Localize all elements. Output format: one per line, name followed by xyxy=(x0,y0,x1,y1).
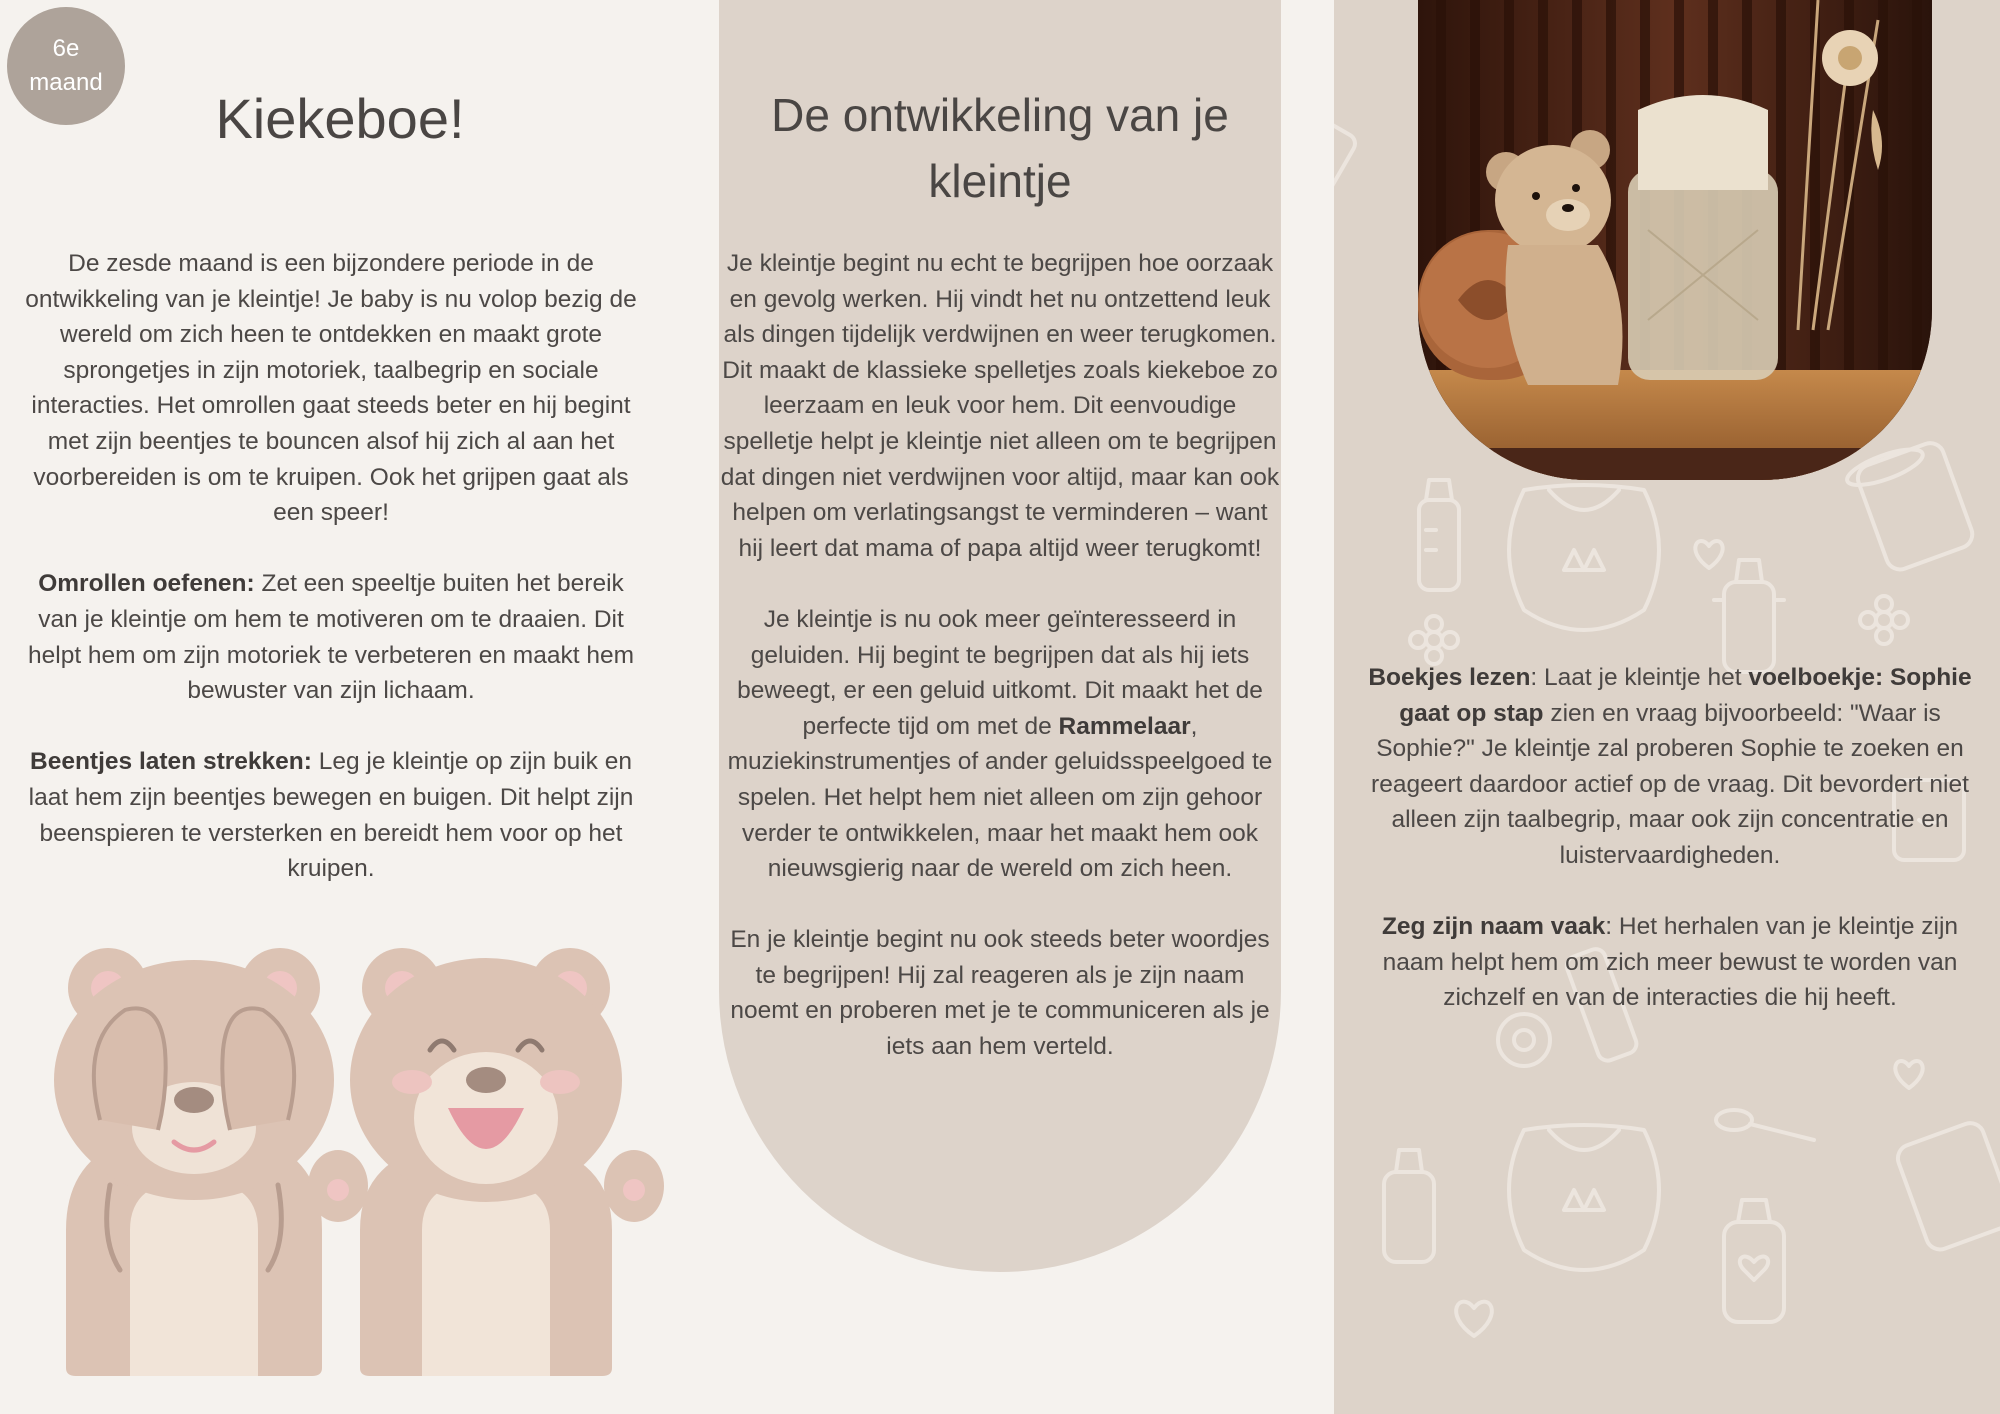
peekaboo-bears-illustration xyxy=(40,940,730,1380)
rammelaar-product-name: Rammelaar xyxy=(1058,712,1191,740)
flower-icon xyxy=(1410,616,1458,664)
left-tip-roll-label: Omrollen oefenen: xyxy=(38,570,255,598)
storage-jar-icon xyxy=(1628,95,1778,380)
right-tip-books-mid: : Laat je kleintje het xyxy=(1530,664,1749,691)
left-intro: De zesde maand is een bijzondere periode in de ontwikkeling van je kleintje! Je baby is nu volop bezig de wereld om zich heen te ontdekken en maakt grote sprongetjes in zijn motoriek, taalbegrip en sociale interacties. Het omrollen gaat steeds beter en hij begint met zijn beentjes te bouncen alsof hij zich al aan het voorbereiden is om te kruipen. Ook het grijpen gaat als een speer! xyxy=(25,250,637,527)
baby-bottle-icon xyxy=(1419,480,1459,590)
left-column-text xyxy=(20,246,642,922)
middle-paragraph-1: Je kleintje begint nu echt te begrijpen hoe oorzaak en gevolg werken. Hij vindt het nu ontzettend leuk als dingen tijdelijk verdwijnen en weer terugkomen. Dit maakt de klassieke spelletjes zoals kiekeboe zo leerzaam en leuk voor hem. Dit eenvoudige spelletje helpt je kleintje niet alleen om te begrijpen dat dingen niet verdwijnen voor altijd, maar kan ook helpen om verlatingsangst te verminderen – want hij leert dat mama of papa altijd weer terugkomt! xyxy=(720,250,1280,562)
bear-covering-eyes-icon xyxy=(54,948,334,1376)
product-photo xyxy=(1418,0,1932,480)
middle-p2-after: , muziekinstrumentjes of ander geluidsspeelgoed te spelen. Het helpt hem niet alleen om zijn gehoor verder te ontwikkelen, maar het maakt hem ook nieuwsgierig naar de wereld om zich heen. xyxy=(727,712,1273,883)
heart-icon-3 xyxy=(1895,1061,1922,1088)
book-product-name: voelboekje: Sophie gaat op stap xyxy=(1399,664,1972,727)
middle-p2-before: Je kleintje is nu ook meer geïnteresseerd in geluiden. Hij begint te begrijpen dat als hij iets beweegt, er een geluid uitkomt. Dit maakt het de perfecte tijd om met de xyxy=(737,605,1263,740)
left-tip-legs-label: Beentjes laten strekken: xyxy=(30,748,312,776)
right-tip-name-text: : Het herhalen van je kleintje zijn naam helpt hem om zich meer bewust te worden van zichzelf en van de interacties die hij heeft. xyxy=(1382,913,1959,1012)
bottle-icon-left-edge xyxy=(1334,120,1359,218)
middle-paragraph-2 xyxy=(719,602,1281,887)
middle-paragraph-3: En je kleintje begint nu ook steeds beter woordjes te begrijpen! Hij zal reageren als je zijn naam noemt en proberen met je te communiceren als je iets aan hem verteld. xyxy=(730,926,1270,1061)
spoon-icon xyxy=(1716,1110,1814,1140)
middle-title: De ontwikkeling van je kleintje xyxy=(771,89,1229,207)
heart-icon-2 xyxy=(1456,1302,1492,1336)
left-tip-legs xyxy=(20,744,642,886)
right-tip-books-label: Boekjes lezen xyxy=(1368,664,1531,691)
right-column-text xyxy=(1360,660,1980,1052)
right-tip-name xyxy=(1360,909,1980,1016)
left-tip-roll xyxy=(20,566,642,708)
sippy-cup-icon-2 xyxy=(1384,1150,1434,1262)
sippy-cup-icon-3 xyxy=(1724,1200,1784,1322)
flower-icon-2 xyxy=(1860,596,1908,644)
milk-can-icon xyxy=(1843,439,1976,573)
heart-icon xyxy=(1695,541,1722,568)
bib-icon-2 xyxy=(1509,1125,1659,1270)
left-tip-roll-text: Zet een speeltje buiten het bereik van je kleintje om hem te motiveren om te draaien. Dit helpt hem om zijn motoriek te verbeteren en maakt hem bewuster van zijn lichaam. xyxy=(28,570,634,705)
badge-unit: maand xyxy=(29,69,103,96)
middle-column-text xyxy=(719,246,1281,1100)
right-tip-name-label: Zeg zijn naam vaak xyxy=(1381,913,1606,941)
right-tip-books xyxy=(1360,660,1980,874)
left-title: Kiekeboe! xyxy=(215,87,465,150)
sippy-cup-icon xyxy=(1714,560,1784,672)
badge-number: 6e xyxy=(52,35,80,62)
left-tip-legs-text: Leg je kleintje op zijn buik en laat hem zijn beentjes bewegen en buigen. Dit helpt zijn beenspieren te versterken en bereidt hem voor op het kruipen. xyxy=(28,748,634,883)
bear-laughing-icon xyxy=(308,948,664,1376)
bib-icon xyxy=(1509,485,1659,630)
milk-can-icon-2 xyxy=(1894,1119,2000,1253)
right-tip-books-text: zien en vraag bijvoorbeeld: "Waar is Sophie?" Je kleintje zal proberen Sophie te zoeken en reageert daardoor actief op de vraag. Dit bevordert niet alleen zijn taalbegrip, maar ook zijn concentratie en luistervaardigheden. xyxy=(1371,699,1969,869)
teddy-bear-photo-illustration xyxy=(1418,0,1932,480)
